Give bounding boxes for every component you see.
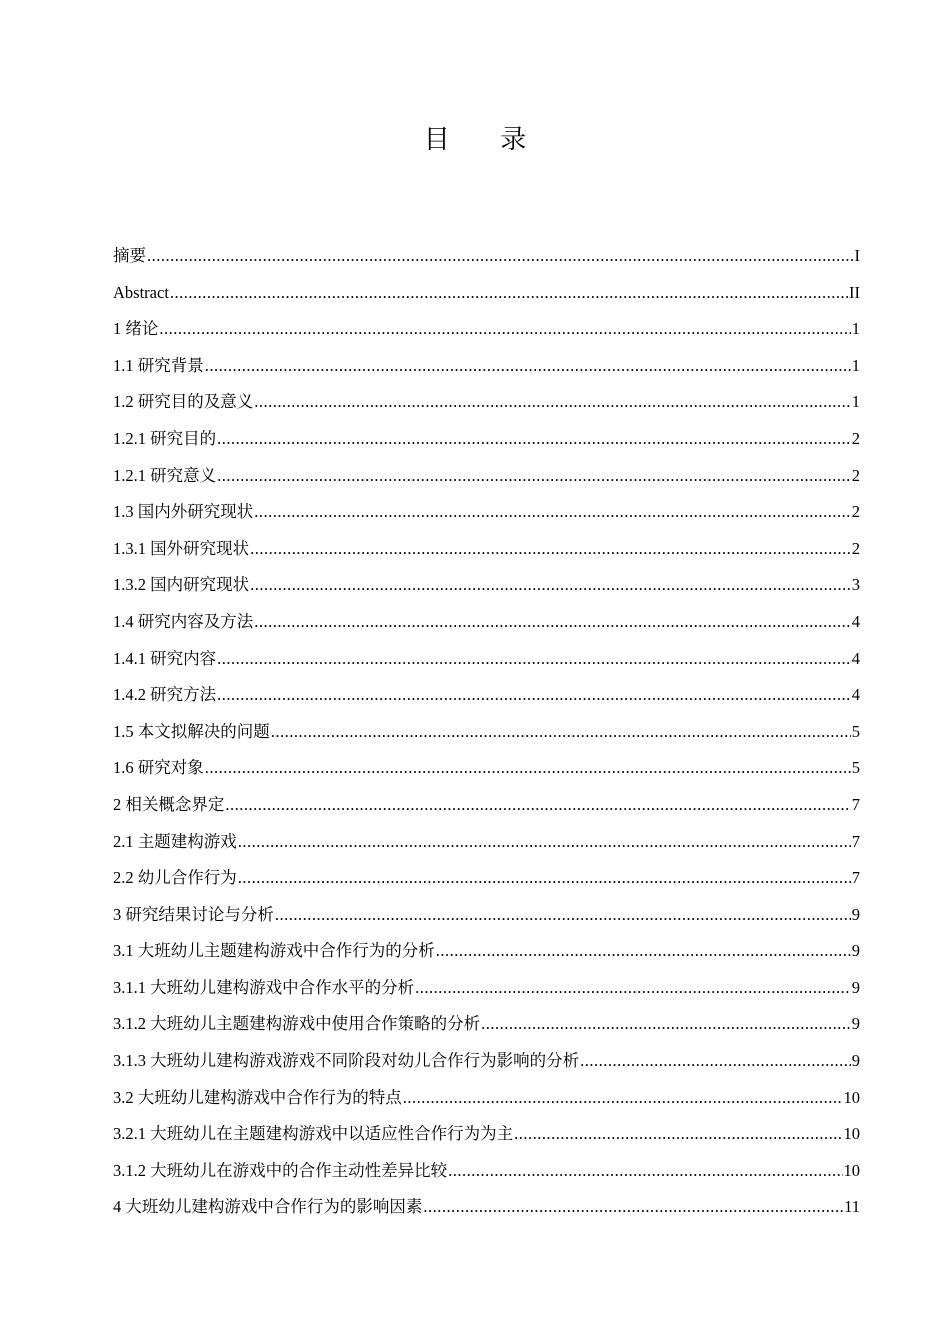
toc-entry[interactable] xyxy=(113,1153,860,1190)
toc-entry-page-number: 2 xyxy=(851,428,860,448)
toc-entry[interactable] xyxy=(113,641,860,678)
toc-entry[interactable] xyxy=(113,604,860,641)
toc-leader-dots xyxy=(205,348,851,385)
toc-entry-label: 1.3.2 国内研究现状 xyxy=(113,575,250,595)
toc-entry-page-number: 10 xyxy=(843,1087,860,1107)
toc-entry-label: 2.1 主题建构游戏 xyxy=(113,831,237,851)
toc-entry-page-number: 7 xyxy=(851,831,860,851)
toc-entry[interactable] xyxy=(113,933,860,970)
toc-entry-label: 3.1.2 大班幼儿主题建构游戏中使用合作策略的分析 xyxy=(113,1014,481,1034)
toc-entry-page-number: 2 xyxy=(851,538,860,558)
toc-entry-page-number: 9 xyxy=(851,904,860,924)
toc-leader-dots xyxy=(580,1043,851,1080)
toc-entry-label: 1.6 研究对象 xyxy=(113,758,204,778)
toc-entry-label: 3.2 大班幼儿建构游戏中合作行为的特点 xyxy=(113,1087,402,1107)
toc-entry-label: 1.2 研究目的及意义 xyxy=(113,392,254,412)
toc-entry-page-number: 3 xyxy=(851,575,860,595)
toc-leader-dots xyxy=(170,275,848,312)
toc-entry-label: 摘要 xyxy=(113,246,146,265)
toc-entry[interactable] xyxy=(113,567,860,604)
toc-leader-dots xyxy=(250,531,851,568)
toc-entry[interactable] xyxy=(113,494,860,531)
toc-entry-label: 3.1.3 大班幼儿建构游戏游戏不同阶段对幼儿合作行为影响的分析 xyxy=(113,1051,580,1071)
toc-entry-page-number: 1 xyxy=(851,355,860,375)
toc-leader-dots xyxy=(423,1189,843,1226)
toc-entry-page-number: 11 xyxy=(844,1197,860,1217)
toc-entry[interactable] xyxy=(113,421,860,458)
toc-entry-label: 1.4.2 研究方法 xyxy=(113,685,217,705)
toc-entry-page-number: 4 xyxy=(851,685,860,705)
toc-entry-page-number: 9 xyxy=(851,1051,860,1071)
toc-entry[interactable] xyxy=(113,384,860,421)
toc-entry-label: 3.1 大班幼儿主题建构游戏中合作行为的分析 xyxy=(113,941,435,961)
toc-leader-dots xyxy=(238,824,851,861)
toc-entry-page-number: II xyxy=(849,282,860,302)
toc-entry-page-number: 7 xyxy=(851,794,860,814)
toc-entry-page-number: 9 xyxy=(851,941,860,961)
toc-entry-label: 1 绪论 xyxy=(113,319,159,339)
toc-entry[interactable] xyxy=(113,1116,860,1153)
toc-leader-dots xyxy=(217,677,851,714)
toc-leader-dots xyxy=(481,1006,851,1043)
toc-entry-page-number: 4 xyxy=(851,648,860,668)
toc-entry-label: Abstract xyxy=(113,282,169,302)
toc-entry-page-number: 4 xyxy=(851,611,860,631)
toc-leader-dots xyxy=(250,567,851,604)
toc-entry-page-number: 10 xyxy=(843,1160,860,1180)
toc-entry-page-number: I xyxy=(854,246,860,265)
toc-entry-label: 1.4 研究内容及方法 xyxy=(113,611,254,631)
toc-entry-label: 3.2.1 大班幼儿在主题建构游戏中以适应性合作行为为主 xyxy=(113,1124,514,1144)
toc-entry-label: 1.5 本文拟解决的问题 xyxy=(113,721,270,741)
toc-entry-label: 3.1.2 大班幼儿在游戏中的合作主动性差异比较 xyxy=(113,1160,448,1180)
toc-leader-dots xyxy=(238,860,851,897)
toc-leader-dots xyxy=(415,970,851,1007)
toc-entry[interactable] xyxy=(113,970,860,1007)
toc-entry[interactable] xyxy=(113,311,860,348)
toc-leader-dots xyxy=(217,421,851,458)
toc-leader-dots xyxy=(217,458,851,495)
toc-entry[interactable] xyxy=(113,348,860,385)
toc-entry-page-number: 2 xyxy=(851,502,860,522)
toc-entry-label: 2.2 幼儿合作行为 xyxy=(113,868,237,888)
page-title: 目 录 xyxy=(423,125,549,154)
toc-entry[interactable] xyxy=(113,824,860,861)
toc-entry[interactable] xyxy=(113,531,860,568)
toc-entry-page-number: 1 xyxy=(851,319,860,339)
toc-entry[interactable] xyxy=(113,275,860,312)
toc-leader-dots xyxy=(254,384,851,421)
toc-leader-dots xyxy=(159,311,850,348)
toc-entry-label: 1.1 研究背景 xyxy=(113,355,204,375)
toc-leader-dots xyxy=(205,750,851,787)
toc-entry[interactable] xyxy=(113,677,860,714)
toc-leader-dots xyxy=(271,714,851,751)
table-of-contents xyxy=(113,238,860,1226)
toc-entry[interactable] xyxy=(113,750,860,787)
toc-leader-dots xyxy=(225,787,850,824)
toc-entry-page-number: 10 xyxy=(843,1124,860,1144)
toc-entry-page-number: 7 xyxy=(851,868,860,888)
toc-entry-label: 3.1.1 大班幼儿建构游戏中合作水平的分析 xyxy=(113,977,415,997)
toc-entry[interactable] xyxy=(113,1080,860,1117)
toc-entry-label: 1.2.1 研究目的 xyxy=(113,428,217,448)
toc-entry[interactable] xyxy=(113,897,860,934)
toc-entry-label: 4 大班幼儿建构游戏中合作行为的影响因素 xyxy=(113,1197,423,1217)
toc-leader-dots xyxy=(217,641,851,678)
toc-entry-page-number: 1 xyxy=(851,392,860,412)
toc-entry-page-number: 5 xyxy=(851,721,860,741)
toc-entry[interactable] xyxy=(113,787,860,824)
toc-entry-page-number: 2 xyxy=(851,465,860,485)
toc-entry-label: 2 相关概念界定 xyxy=(113,794,225,814)
toc-entry-label: 1.4.1 研究内容 xyxy=(113,648,217,668)
toc-entry-label: 1.2.1 研究意义 xyxy=(113,465,217,485)
toc-entry-label: 1.3.1 国外研究现状 xyxy=(113,538,250,558)
toc-leader-dots xyxy=(436,933,851,970)
toc-leader-dots xyxy=(403,1080,843,1117)
toc-entry-page-number: 9 xyxy=(851,1014,860,1034)
toc-entry-page-number: 9 xyxy=(851,977,860,997)
toc-entry[interactable] xyxy=(113,1043,860,1080)
toc-entry[interactable] xyxy=(113,458,860,495)
toc-leader-dots xyxy=(275,897,851,934)
toc-entry-page-number: 5 xyxy=(851,758,860,778)
toc-leader-dots xyxy=(254,494,851,531)
toc-leader-dots xyxy=(147,238,854,275)
toc-entry[interactable] xyxy=(113,1189,860,1226)
toc-entry[interactable] xyxy=(113,860,860,897)
toc-entry-label: 1.3 国内外研究现状 xyxy=(113,502,254,522)
toc-entry[interactable] xyxy=(113,238,860,275)
toc-leader-dots xyxy=(448,1153,842,1190)
toc-entry[interactable] xyxy=(113,1006,860,1043)
toc-entry-label: 3 研究结果讨论与分析 xyxy=(113,904,274,924)
toc-leader-dots xyxy=(514,1116,842,1153)
toc-leader-dots xyxy=(254,604,851,641)
toc-entry[interactable] xyxy=(113,714,860,751)
